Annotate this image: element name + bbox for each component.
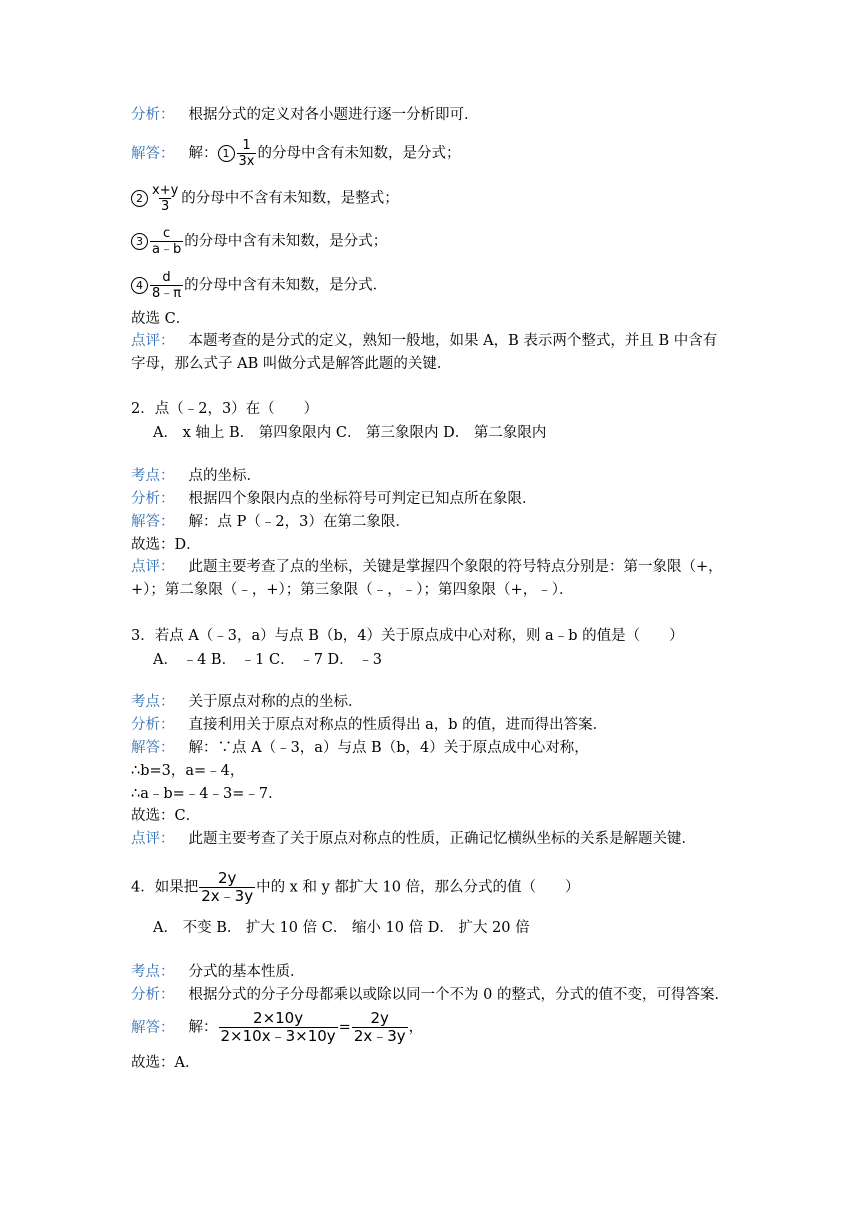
key-point-text: 分式的基本性质． <box>188 964 305 980</box>
comment-label: 点评： <box>131 559 175 575</box>
key-point-label: 考点： <box>131 694 175 710</box>
numerator: 1 <box>242 138 251 153</box>
solution-text: 的分母中含有未知数，是分式． <box>184 277 388 294</box>
comment-label: 点评： <box>131 831 175 847</box>
denominator: 3x <box>238 154 255 169</box>
q2-key-point <box>131 466 261 486</box>
q1-solution-line-2 <box>131 183 399 214</box>
denominator: 8﹣π <box>152 286 182 301</box>
q2-question: 2．点（﹣2，3）在（ ） <box>131 401 319 417</box>
q3-step-2: ∴a﹣b=﹣4﹣3=﹣7． <box>131 786 283 802</box>
equals-sign: = <box>338 1019 351 1036</box>
q2-analysis <box>131 489 537 509</box>
solution-label: 解答： <box>131 740 175 756</box>
comment-text: 本题考查的是分式的定义，熟知一般地，如果 A，B 表示两个整式，并且 B 中含有 <box>188 333 718 349</box>
analysis-text: 根据分式的定义对各小题进行逐一分析即可． <box>188 107 479 123</box>
solution-suffix: ， <box>408 1019 424 1036</box>
solution-label: 解答： <box>131 1019 175 1036</box>
q4-choice: 故选：A． <box>131 1055 200 1071</box>
fraction <box>237 138 257 169</box>
q1-choice: 故选 C． <box>131 311 191 327</box>
q2-solution <box>131 512 410 532</box>
q2-comment-line-1 <box>131 557 723 577</box>
analysis-text: 根据四个象限内点的坐标符号可判定已知点所在象限． <box>188 491 537 507</box>
q3-question: 3．若点 A（﹣3，a）与点 B（b，4）关于原点成中心对称，则 a﹣b 的值是（ ） <box>131 628 684 644</box>
numerator: 2y <box>217 869 237 887</box>
circled-number: 3 <box>131 233 148 250</box>
q1-analysis <box>131 105 479 125</box>
q3-choice: 故选：C． <box>131 808 201 824</box>
denominator: 2x﹣3y <box>353 1027 406 1045</box>
numerator: 2×10y <box>253 1009 304 1027</box>
circled-number: 1 <box>218 145 235 162</box>
numerator: c <box>163 226 171 241</box>
q2-comment-line-2: +）；第二象限（﹣，+）；第三象限（﹣，﹣）；第四象限（+，﹣）． <box>131 582 574 598</box>
q1-solution-line-1 <box>131 138 460 169</box>
fraction <box>199 870 255 905</box>
q3-step-1: ∴b=3，a=﹣4， <box>131 763 245 779</box>
comment-label: 点评： <box>131 333 175 349</box>
q3-options: A． ﹣4 B． ﹣1 C． ﹣7 D． ﹣3 <box>153 652 383 668</box>
q4-analysis <box>131 985 729 1005</box>
q3-key-point <box>131 692 363 712</box>
denominator: 3 <box>161 199 170 214</box>
denominator: 2x﹣3y <box>201 887 254 905</box>
question-prefix: 4．如果把 <box>131 879 199 896</box>
analysis-label: 分析： <box>131 987 175 1003</box>
numerator: d <box>162 270 171 285</box>
solution-label: 解答： <box>131 514 175 530</box>
denominator: 2×10x﹣3×10y <box>220 1027 336 1045</box>
q3-analysis <box>131 715 607 735</box>
comment-text: 此题主要考查了点的坐标，关键是掌握四个象限的符号特点分别是：第一象限（+， <box>188 559 723 575</box>
fraction <box>219 1010 338 1045</box>
comment-text: 此题主要考查了关于原点对称点的性质，正确记忆横纵坐标的关系是解题关键． <box>188 831 696 847</box>
key-point-label: 考点： <box>131 468 175 484</box>
numerator: 2y <box>370 1009 389 1027</box>
q1-comment-line-2: 字母，那么式子 AB 叫做分式是解答此题的关键． <box>131 356 452 372</box>
circled-number: 2 <box>131 190 148 207</box>
q2-options: A． x 轴上 B． 第四象限内 C． 第三象限内 D． 第二象限内 <box>153 425 547 441</box>
q1-comment-line-1 <box>131 331 717 351</box>
solution-text: 的分母中含有未知数，是分式； <box>184 233 388 250</box>
analysis-text: 根据分式的分子分母都乘以或除以同一个不为 0 的整式，分式的值不变，可得答案． <box>188 987 729 1003</box>
key-point-text: 关于原点对称的点的坐标． <box>188 694 363 710</box>
analysis-label: 分析： <box>131 491 175 507</box>
q3-comment <box>131 829 696 849</box>
q4-key-point <box>131 962 305 982</box>
key-point-text: 点的坐标． <box>188 468 261 484</box>
q1-solution-line-3 <box>131 226 387 257</box>
solution-text: 的分母中含有未知数，是分式； <box>257 145 461 162</box>
solution-text: 解：∵点 A（﹣3，a）与点 B（b，4）关于原点成中心对称， <box>188 740 589 756</box>
solution-text: 的分母中不含有未知数，是整式； <box>181 190 399 207</box>
circled-number: 4 <box>131 277 148 294</box>
q4-question <box>131 870 580 905</box>
numerator: x+y <box>152 183 179 198</box>
solution-text: 解：点 P（﹣2，3）在第二象限． <box>188 514 410 530</box>
q2-choice: 故选：D． <box>131 537 201 553</box>
q1-solution-line-4 <box>131 270 387 301</box>
solution-prefix: 解： <box>188 1019 218 1036</box>
fraction <box>150 226 183 257</box>
analysis-label: 分析： <box>131 717 175 733</box>
denominator: a﹣b <box>152 242 182 257</box>
key-point-label: 考点： <box>131 964 175 980</box>
analysis-text: 直接利用关于原点对称点的性质得出 a，b 的值，进而得出答案． <box>188 717 608 733</box>
solution-label: 解答： <box>131 145 175 162</box>
solution-prefix: 解： <box>188 145 218 162</box>
fraction <box>150 270 183 301</box>
question-suffix: 中的 x 和 y 都扩大 10 倍，那么分式的值（ ） <box>256 879 580 896</box>
q4-solution <box>131 1010 423 1045</box>
q4-options: A． 不变 B． 扩大 10 倍 C． 缩小 10 倍 D． 扩大 20 倍 <box>153 920 530 936</box>
q3-solution <box>131 738 589 758</box>
analysis-label: 分析： <box>131 107 175 123</box>
fraction <box>150 183 180 214</box>
fraction <box>352 1010 408 1045</box>
